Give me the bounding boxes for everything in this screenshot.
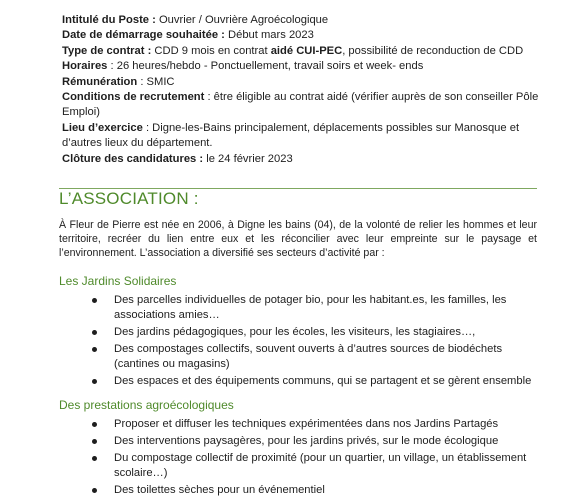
pay-value: : SMIC [137, 75, 175, 88]
job-title-label: Intitulé du Poste : [62, 14, 156, 26]
association-intro: À Fleur de Pierre est née en 2006, à Digne les bains (04), de la volonté de relier les hommes et leur territoire, recréer du lien entre eux et les réconcilier avec leur empreinte sur le paysage et l’environnement. L’association a diversifié ses secteurs d’activité par : [59, 219, 537, 260]
jardins-solidaires-title: Les Jardins Solidaires [59, 274, 177, 288]
bullet-icon [92, 347, 97, 352]
job-title-value: Ouvrier / Ouvrière Agroécologique [155, 14, 329, 26]
start-date-label: Date de démarrage souhaitée : [62, 29, 225, 42]
list-item: Des parcelles individuelles de potager bio, pour les habitant.es, les familles, les associations amies… [59, 293, 537, 323]
list-item: Des interventions paysagères, pour les jardins privés, sur le mode écologique [59, 434, 537, 449]
jardins-list [59, 293, 537, 391]
closing-label: Clôture des candidatures : [62, 152, 204, 165]
prestations-title: Des prestations agroécologiques [59, 398, 234, 412]
conditions-line [62, 90, 542, 121]
location-line [62, 121, 542, 152]
contract-value-b: , possibilité de reconduction de CDD [342, 44, 524, 57]
job-title-line [62, 13, 542, 28]
contract-value-a: CDD 9 mois en contrat [151, 44, 271, 57]
start-date-line [62, 28, 542, 43]
association-heading: L’ASSOCIATION : [59, 189, 199, 208]
contract-label: Type de contrat : [62, 44, 152, 57]
hours-line [62, 59, 542, 74]
location-value: : Digne-les-Bains principalement, déplacements possibles sur Manosque et d’autres lieux du département. [62, 121, 520, 150]
bullet-icon [92, 330, 97, 335]
bullet-icon [92, 422, 97, 427]
list-item: Proposer et diffuser les techniques expérimentées dans nos Jardins Partagés [59, 417, 537, 432]
hours-value: : 26 heures/hebdo - Ponctuellement, travail soirs et week- ends [107, 60, 424, 73]
list-item: Des jardins pédagogiques, pour les écoles, les visiteurs, les stagiaires…, [59, 325, 537, 340]
bullet-icon [92, 488, 97, 493]
bullet-icon [92, 456, 97, 461]
conditions-value: : être éligible au contrat aidé (vérifier auprès de son conseiller Pôle Emploi) [62, 91, 539, 119]
bullet-icon [92, 379, 97, 384]
pay-line [62, 75, 542, 90]
list-item: Du compostage collectif de proximité (pour un quartier, un village, un établissement scolaire…) [59, 451, 537, 481]
list-item: Des espaces et des équipements communs, qui se partagent et se gèrent ensemble [59, 374, 537, 389]
job-info-block [62, 13, 542, 167]
start-date-value: Début mars 2023 [224, 29, 314, 42]
closing-line [62, 152, 542, 167]
hours-label: Horaires [62, 60, 108, 73]
bullet-icon [92, 298, 97, 303]
bullet-icon [92, 439, 97, 444]
prestations-list [59, 417, 537, 499]
list-item: Des toilettes sèches pour un événementiel [59, 483, 537, 498]
conditions-label: Conditions de recrutement [62, 91, 205, 104]
contract-line [62, 44, 542, 59]
pay-label: Rémunération [62, 75, 138, 88]
list-item: Des compostages collectifs, souvent ouverts à d’autres sources de biodéchets (cantines ou magasins) [59, 342, 537, 372]
contract-value-bold: aidé CUI-PEC [270, 44, 343, 57]
location-label: Lieu d’exercice [62, 121, 143, 134]
closing-value: le 24 février 2023 [203, 152, 293, 165]
